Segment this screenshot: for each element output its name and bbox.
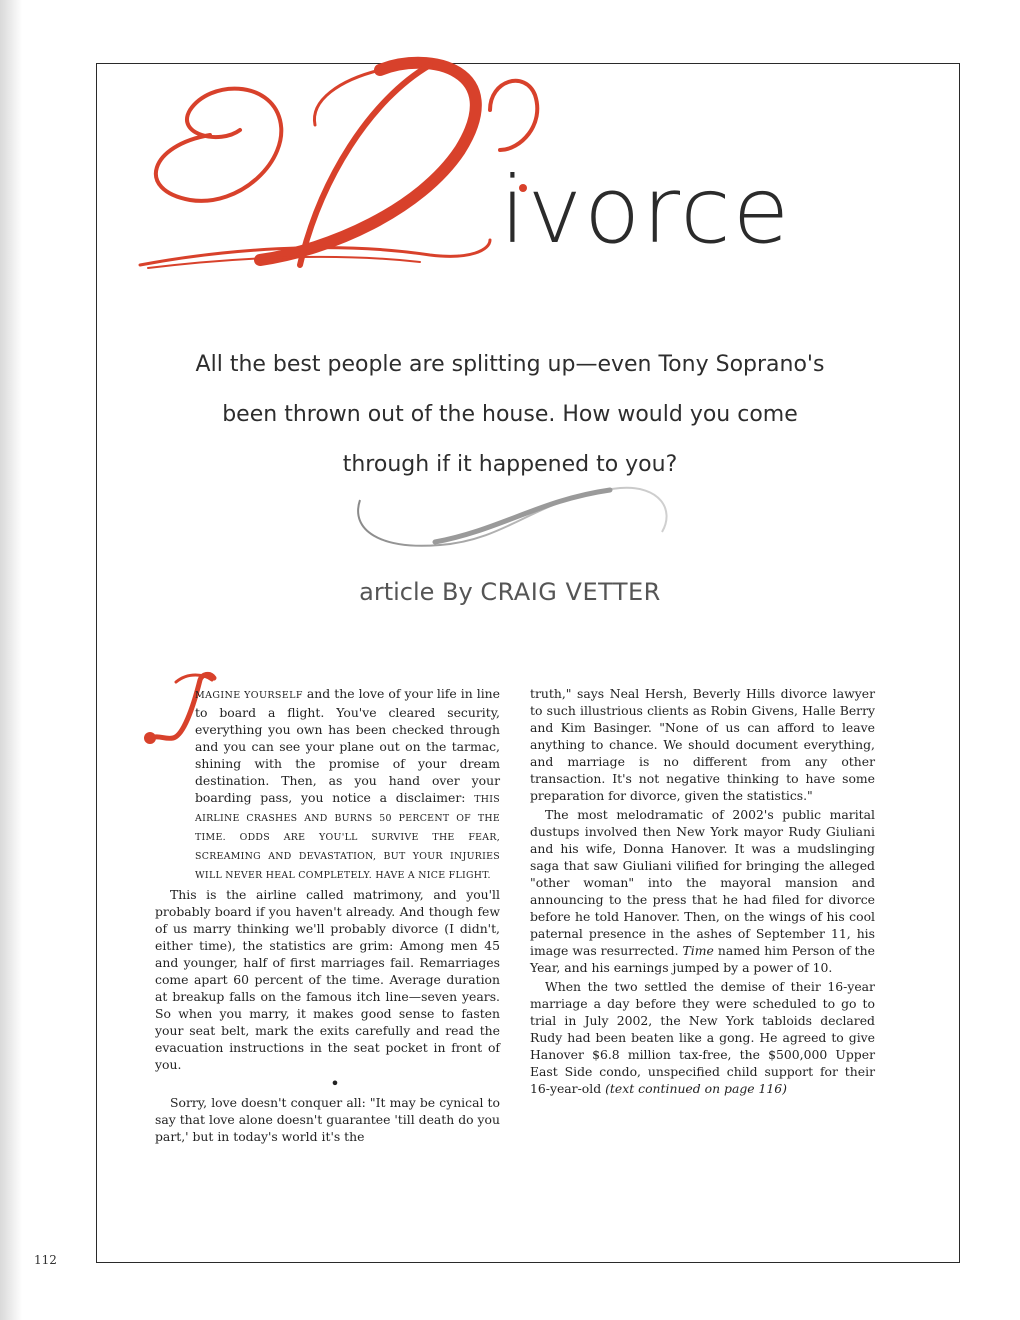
column-right [530, 685, 875, 1099]
deck-line-3: through if it happened to you? [342, 452, 678, 477]
byline-prefix: article By [359, 578, 473, 606]
paragraph-2: This is the airline called matrimony, and you'll probably board if you haven't already. And though few of us marry thinking we'll probably divorce (I didn't, either time), the statistics are grim: Among men 45 and younger, half of first marriages fail. Remarriages come apart 60 percent of the time. Average duration at breakup falls on the famous itch line—seven years. So when you marry, it makes good sense to fasten your seat belt, mark the exits carefully and read the evacuation instructions in the seat pocket in front of you. [155, 887, 500, 1072]
byline [200, 578, 820, 606]
swash-ornament [340, 470, 680, 565]
author-name: CRAIG VETTER [480, 578, 661, 606]
article-title: ivorce [500, 157, 792, 264]
column-left [155, 685, 500, 1147]
deck-line-1: All the best people are splitting up—even Tony Soprano's [195, 352, 825, 377]
paragraph-3: Sorry, love doesn't conquer all: "It may be cynical to say that love alone doesn't guarantee 'till death do you part,' but in today's world it's the [155, 1095, 500, 1144]
paragraph-4: truth," says Neal Hersh, Beverly Hills divorce lawyer to such illustrious clients as Robin Givens, Halle Berry and Kim Basinger. "None of us can afford to leave anything to chance. We should document everything, and marriage is no different from any other transaction. It's not negative thinking to have some preparation for divorce, given the statistics." [530, 686, 875, 803]
page-edge-shadow [0, 0, 22, 1320]
paragraph-5 [530, 806, 875, 976]
intro-text: and the love of your life in line to board a flight. You've cleared security, everything you own has been checked through and you can see your plane out on the tarmac, shining with the promise of your dream destination. Then, as you hand over your boarding pass, you notice a disclaimer: [195, 686, 500, 805]
disclaimer: THIS AIRLINE CRASHES AND BURNS 50 PERCENT OF THE TIME. ODDS ARE YOU'LL SURVIVE THE FEAR, SCREAMING AND DEVASTATION, BUT YOUR INJURIES WILL NEVER HEAL COMPLETELY. HAVE A NICE FLIGHT. [195, 794, 500, 881]
deck-line-2: been thrown out of the house. How would you come [222, 402, 798, 427]
paragraph-6-text: When the two settled the demise of their 16-year marriage a day before they were scheduled to go to trial in July 2002, the New York tabloids declared Rudy had been beaten like a gong. He agreed to give Hanover $6.8 million tax-free, the $500,000 Upper East Side condo, unspecified child support for their 16-year-old [530, 979, 875, 1096]
paragraph-5-text: The most melodramatic of 2002's public marital dustups involved then New York mayor Rudy Giuliani and his wife, Donna Hanover. It was a mudslinging saga that saw Giuliani vilified for bringing the alleged "other woman" into the mayoral mansion and announcing to the press that he had filed for divorce before he told Hanover. Then, on the wings of his cool paternal presence in the ashes of September 11, his image was resurrected. [530, 807, 875, 958]
continued-note: (text continued on page 116) [605, 1081, 788, 1096]
intro-smallcaps: MAGINE YOURSELF [195, 690, 303, 701]
intro-paragraph [155, 685, 500, 884]
time-magazine: Time [682, 943, 714, 958]
paragraph-5-end: named him Person of the Year, and his earnings jumped by a power of 10. [530, 943, 875, 975]
section-separator: • [330, 1074, 340, 1093]
paragraph-6 [530, 978, 875, 1097]
page-number: 112 [34, 1253, 57, 1267]
article-deck [150, 340, 870, 490]
